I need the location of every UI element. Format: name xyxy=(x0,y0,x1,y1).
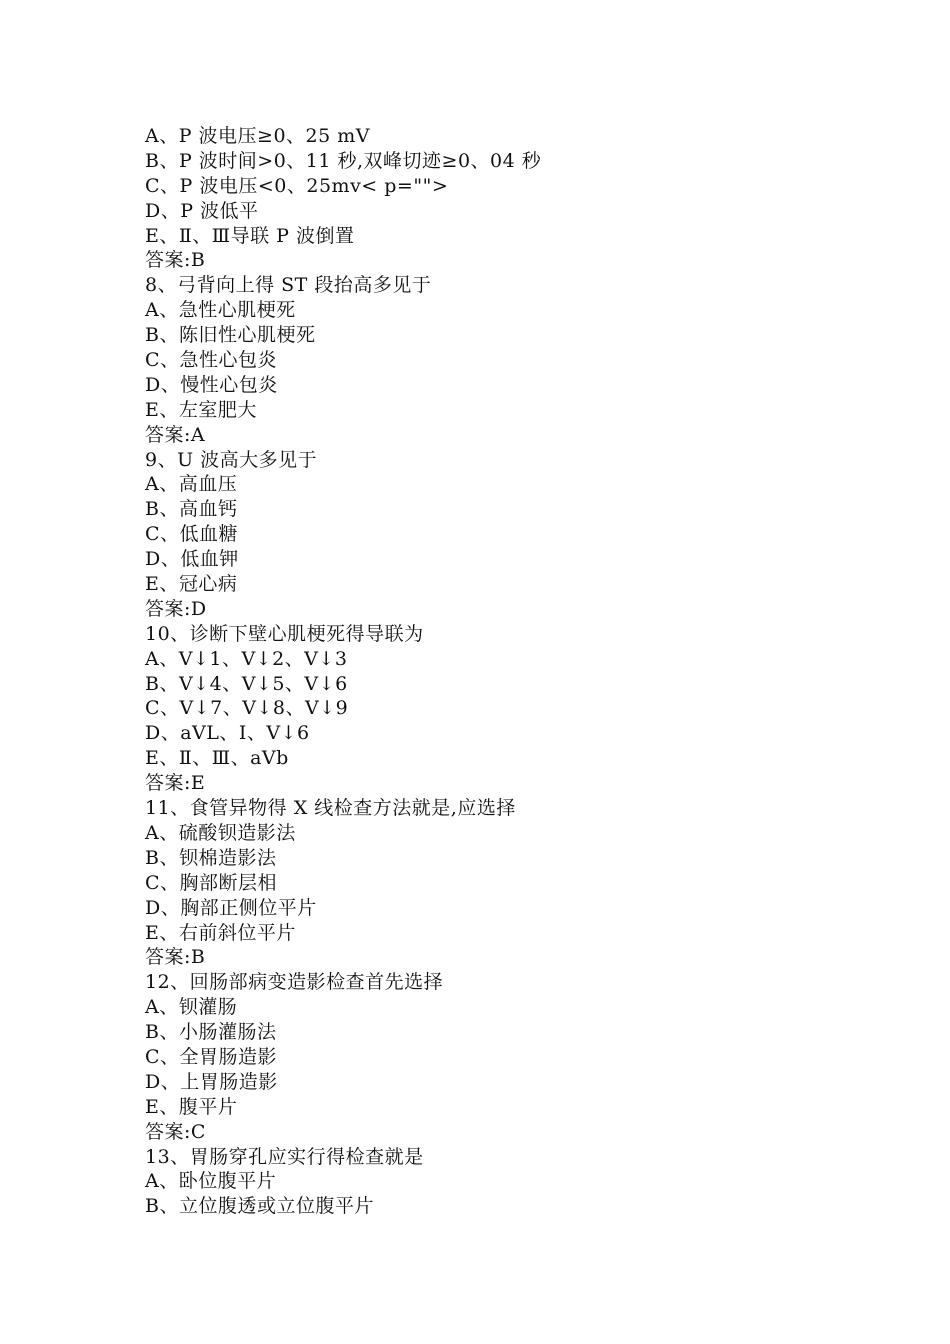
question-line: 13、胃肠穿孔应实行得检查就是 xyxy=(145,1145,424,1168)
option-line: C、V↓7、V↓8、V↓9 xyxy=(145,697,349,720)
answer-line: 答案:B xyxy=(145,249,206,272)
option-line: A、钡灌肠 xyxy=(145,996,238,1019)
option-line: E、冠心病 xyxy=(145,573,238,596)
option-line: A、硫酸钡造影法 xyxy=(145,821,296,844)
option-line: C、胸部断层相 xyxy=(145,871,278,894)
option-line: A、卧位腹平片 xyxy=(145,1170,277,1193)
option-line: B、P 波时间>0、11 秒,双峰切迹≥0、04 秒 xyxy=(145,149,542,172)
option-line: B、陈旧性心肌梗死 xyxy=(145,324,316,347)
option-line: C、全胃肠造影 xyxy=(145,1045,278,1068)
option-line: E、Ⅱ、Ⅲ、aVb xyxy=(145,747,289,770)
option-line: A、V↓1、V↓2、V↓3 xyxy=(145,647,348,670)
option-line: A、P 波电压≥0、25 mV xyxy=(145,125,371,147)
option-line: E、左室肥大 xyxy=(145,398,257,421)
option-line: D、慢性心包炎 xyxy=(145,373,278,396)
option-line: B、立位腹透或立位腹平片 xyxy=(145,1195,374,1218)
answer-line: 答案:C xyxy=(145,1120,206,1143)
option-line: B、高血钙 xyxy=(145,498,238,521)
option-line: D、胸部正侧位平片 xyxy=(145,896,317,919)
option-line: A、高血压 xyxy=(145,473,238,496)
option-line: D、上胃肠造影 xyxy=(145,1070,278,1093)
answer-line: 答案:D xyxy=(145,597,207,620)
question-line: 10、诊断下壁心肌梗死得导联为 xyxy=(145,622,424,645)
option-line: E、腹平片 xyxy=(145,1095,238,1118)
question-line: 11、食管异物得 X 线检查方法就是,应选择 xyxy=(145,797,516,820)
question-line: 8、弓背向上得 ST 段抬高多见于 xyxy=(145,274,432,297)
option-line: C、低血糖 xyxy=(145,523,239,546)
option-line: C、急性心包炎 xyxy=(145,349,278,372)
document-text-block xyxy=(145,124,905,1219)
option-line: B、小肠灌肠法 xyxy=(145,1021,277,1044)
option-line: E、Ⅱ、Ⅲ导联 P 波倒置 xyxy=(145,224,355,247)
answer-line: 答案:B xyxy=(145,946,206,969)
option-line: E、右前斜位平片 xyxy=(145,921,296,944)
answer-line: 答案:E xyxy=(145,772,206,795)
option-line: B、V↓4、V↓5、V↓6 xyxy=(145,672,348,695)
option-line: A、急性心肌梗死 xyxy=(145,299,296,322)
option-line: C、P 波电压<0、25mv< p=""> xyxy=(145,174,449,197)
option-line: D、低血钾 xyxy=(145,548,239,571)
question-line: 12、回肠部病变造影检查首先选择 xyxy=(145,971,444,994)
option-line: B、钡棉造影法 xyxy=(145,846,277,869)
question-line: 9、U 波高大多见于 xyxy=(145,448,318,471)
option-line: D、P 波低平 xyxy=(145,199,259,222)
option-line: D、aVL、Ⅰ、V↓6 xyxy=(145,722,310,745)
answer-line: 答案:A xyxy=(145,423,206,446)
